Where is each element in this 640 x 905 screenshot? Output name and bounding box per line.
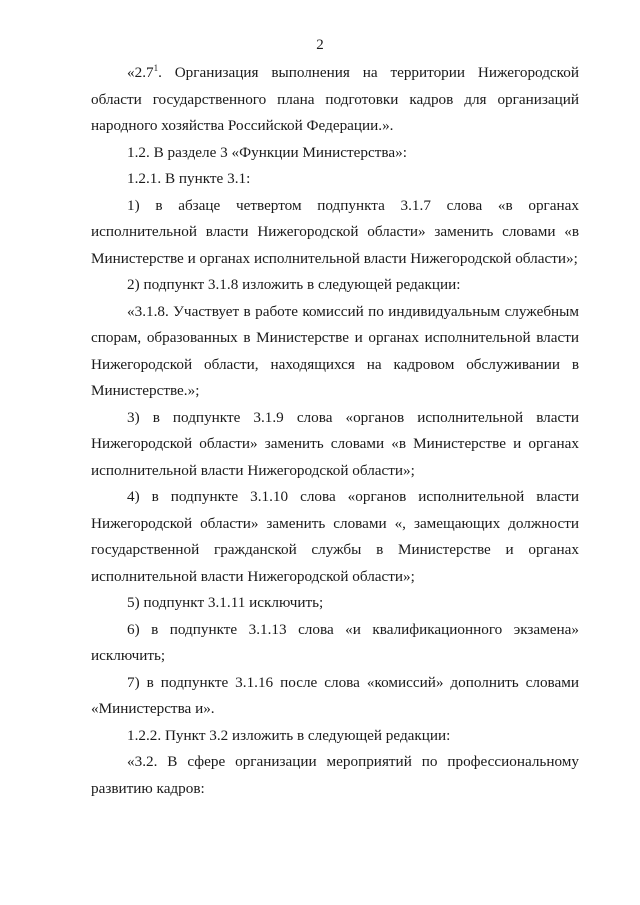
page-number: 2: [316, 37, 324, 53]
paragraph-item-2: 2) подпункт 3.1.8 изложить в следующей редакции:: [127, 276, 461, 293]
paragraph-2-7-1: [91, 60, 579, 140]
paragraph-3-1-8: «3.1.8. Участвует в работе комиссий по индивидуальным служебным спорам, образованных в Министерстве и органах исполнительной власти Нижегородской области, находящихся на кадровом обслуживании в Министерстве.»;: [91, 302, 579, 399]
paragraph-item-7: 7) в подпункте 3.1.16 после слова «комиссий» дополнить словами «Министерства и».: [91, 673, 579, 717]
document-body: [91, 60, 579, 802]
paragraph-item-6: 6) в подпункте 3.1.13 слова «и квалификационного экзамена» исключить;: [91, 620, 579, 664]
paragraph-item-4: 4) в подпункте 3.1.10 слова «органов исполнительной власти Нижегородской области» заменить словами «, замещающих должности государственной гражданской службы в Министерстве и органах исполнительной власти Нижегородской области»;: [91, 488, 579, 585]
paragraph-item-5: 5) подпункт 3.1.11 исключить;: [127, 594, 324, 611]
paragraph-2-7-1-rest: . Организация выполнения на территории Нижегородской области государственного плана подготовки кадров для организаций народного хозяйства Российской Федерации.».: [91, 64, 579, 134]
paragraph-item-3: 3) в подпункте 3.1.9 слова «органов исполнительной власти Нижегородской области» заменить словами «в Министерстве и органах исполнительной власти Нижегородской области»;: [91, 408, 579, 479]
paragraph-point-3-1: 1.2.1. В пункте 3.1:: [127, 170, 251, 187]
paragraph-item-1: 1) в абзаце четвертом подпункта 3.1.7 слова «в органах исполнительной власти Нижегородской области» заменить словами «в Министерстве и органах исполнительной власти Нижегородской области»;: [91, 196, 579, 267]
paragraph-section-3-heading: 1.2. В разделе 3 «Функции Министерства»:: [127, 143, 407, 161]
superscript-marker: 1: [153, 62, 159, 73]
paragraph-point-3-2-heading: 1.2.2. Пункт 3.2 изложить в следующей редакции:: [127, 726, 451, 744]
paragraph-2-7-1-start: «2.7: [127, 64, 154, 81]
paragraph-3-2: «3.2. В сфере организации мероприятий по профессиональному развитию кадров:: [91, 753, 579, 797]
